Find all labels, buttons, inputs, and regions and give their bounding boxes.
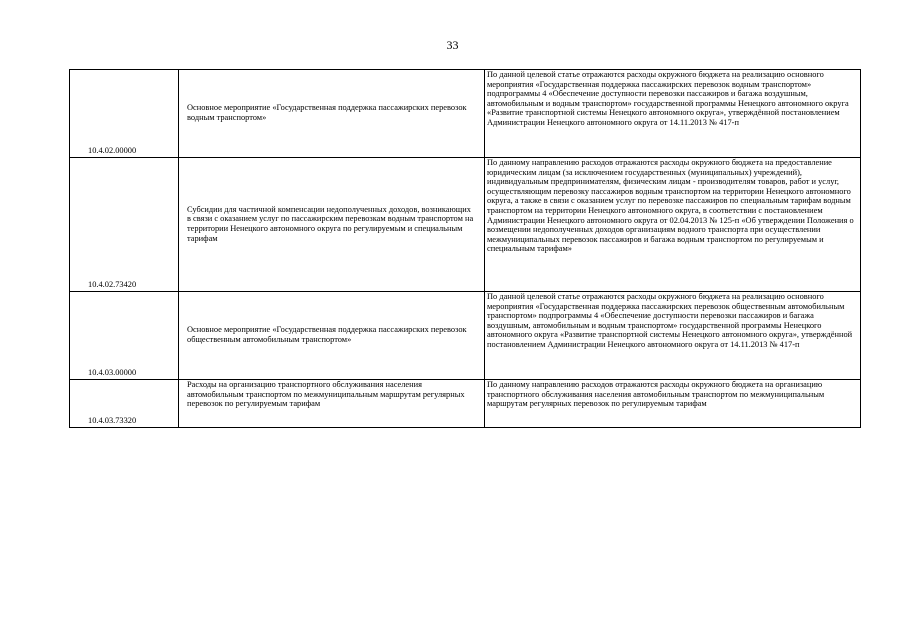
row-name: Субсидии для частичной компенсации недополученных доходов, возникающих в связи с оказанием услуг по пассажирским перевозкам водным транспортом на территории Ненецкого автономного округа по регулируемым и специальным тарифам [179, 158, 485, 292]
row-code: 10.4.02.00000 [70, 70, 179, 158]
row-code: 10.4.03.73320 [70, 380, 179, 428]
row-description: По данному направлению расходов отражаются расходы окружного бюджета на организацию транспортного обслуживания населения автомобильным транспортом по межмуниципальным маршрутам регулярных перевозок по регулируемым тарифам [485, 380, 861, 428]
row-name: Основное мероприятие «Государственная поддержка пассажирских перевозок водным транспортом» [179, 70, 485, 158]
row-name: Расходы на организацию транспортного обслуживания населения автомобильным транспортом по межмуниципальным маршрутам регулярных перевозок по регулируемым тарифам [179, 380, 485, 428]
row-description: По данной целевой статье отражаются расходы окружного бюджета на реализацию основного мероприятия «Государственная поддержка пассажирских перевозок общественным автомобильным транспортом» подпрограммы 4 «Обеспечение доступности перевозки пассажиров и багажа воздушным, автомобильным и водным транспортом» государственной программы Ненецкого автономного округа «Развитие транспортной системы Ненецкого автономного округа», утверждённой постановлением Администрации Ненецкого автономного округа от 14.11.2013 № 417-п [485, 292, 861, 380]
row-code: 10.4.02.73420 [70, 158, 179, 292]
row-description: По данной целевой статье отражаются расходы окружного бюджета на реализацию основного мероприятия «Государственная поддержка пассажирских перевозок водным транспортом» подпрограммы 4 «Обеспечение доступности перевозки пассажиров и багажа воздушным, автомобильным и водным транспортом» государственной программы Ненецкого автономного округа «Развитие транспортной системы Ненецкого автономного округа», утверждённой постановлением Администрации Ненецкого автономного округа от 14.11.2013 № 417-п [485, 70, 861, 158]
row-code: 10.4.03.00000 [70, 292, 179, 380]
budget-classification-table [69, 69, 861, 428]
row-name: Основное мероприятие «Государственная поддержка пассажирских перевозок общественным автомобильным транспортом» [179, 292, 485, 380]
page-number: 33 [446, 38, 459, 52]
table-row [70, 70, 861, 158]
table-row [70, 380, 861, 428]
row-description: По данному направлению расходов отражаются расходы окружного бюджета на предоставление юридическим лицам (за исключением государственных (муниципальных) учреждений), индивидуальным предпринимателям, физическим лицам - производителям товаров, работ и услуг, осуществляющим перевозку пассажиров водным транспортом на территории Ненецкого автономного округа, а также в связи с оказанием услуг по перевозке пассажиров по специальным тарифам водным транспортом на территории Ненецкого автономного округа, в соответствии с постановлением Администрации Ненецкого автономного округа от 02.04.2013 № 125-п «Об утверждении Положения о возмещении недополученных доходов организациям водного транспорта при осуществлении межмуниципальных перевозок пассажиров и багажа водным транспортом по регулируемым и специальным тарифам» [485, 158, 861, 292]
table-row [70, 158, 861, 292]
table-row [70, 292, 861, 380]
